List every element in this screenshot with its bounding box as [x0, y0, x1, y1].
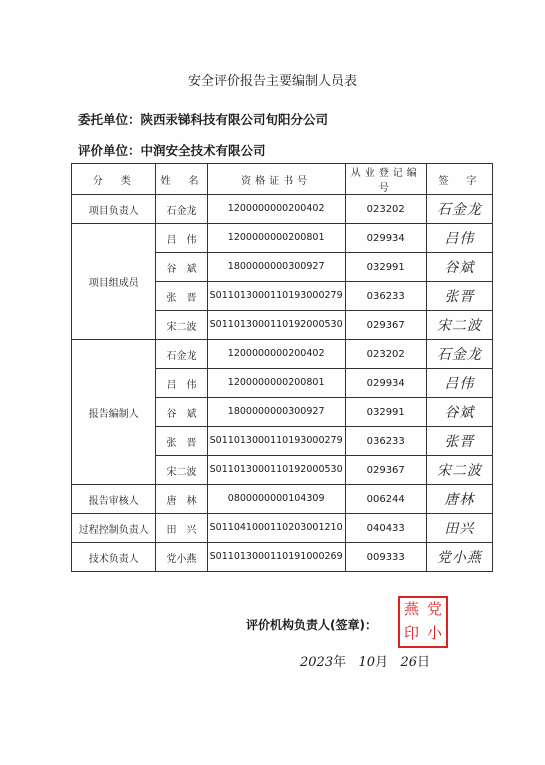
staff-name: 张 晋 — [156, 427, 207, 456]
seal-char: 燕 — [403, 600, 419, 618]
reg-number: 036233 — [345, 282, 426, 311]
reg-number: 032991 — [345, 253, 426, 282]
date-year: 2023 — [300, 655, 334, 670]
header-category: 分 类 — [72, 164, 156, 195]
staff-name: 田 兴 — [156, 514, 207, 543]
table-row — [72, 485, 493, 514]
cert-number: S011013000110191000269 — [207, 543, 345, 572]
staff-name: 党小燕 — [156, 543, 207, 572]
signing-date — [300, 651, 430, 670]
staff-name: 唐 林 — [156, 485, 207, 514]
staff-name: 谷 斌 — [156, 253, 207, 282]
staff-name: 宋二波 — [156, 456, 207, 485]
group-label: 技术负责人 — [72, 543, 156, 572]
red-seal-stamp — [398, 596, 448, 648]
reg-number: 036233 — [345, 427, 426, 456]
table-row — [72, 224, 493, 253]
signature: 党小燕 — [426, 543, 492, 572]
date-day-unit: 日 — [417, 655, 431, 670]
table-row — [72, 340, 493, 369]
reg-number: 040433 — [345, 514, 426, 543]
evaluator-line: 评价单位：中润安全技术有限公司 — [78, 143, 266, 158]
cert-number: S011041000110203001210 — [207, 514, 345, 543]
group-label: 报告审核人 — [72, 485, 156, 514]
signature: 宋二波 — [426, 456, 492, 485]
seal-char: 印 — [403, 624, 419, 642]
cert-number: 1200000000200402 — [207, 340, 345, 369]
reg-number: 009333 — [345, 543, 426, 572]
staff-name: 张 晋 — [156, 282, 207, 311]
staff-name: 吕 伟 — [156, 369, 207, 398]
group-label: 项目负责人 — [72, 195, 156, 224]
signature: 谷斌 — [426, 398, 492, 427]
cert-number: 1200000000200801 — [207, 369, 345, 398]
staff-name: 石金龙 — [156, 340, 207, 369]
signature: 石金龙 — [426, 340, 492, 369]
table-row — [72, 195, 493, 224]
signature: 吕伟 — [426, 369, 492, 398]
table-row — [72, 514, 493, 543]
date-day: 26 — [400, 655, 418, 670]
reg-number: 029367 — [345, 311, 426, 340]
signature: 宋二波 — [426, 311, 492, 340]
reg-number: 023202 — [345, 195, 426, 224]
staff-name: 石金龙 — [156, 195, 207, 224]
cert-number: 1200000000200402 — [207, 195, 345, 224]
header-row — [72, 164, 493, 195]
cert-number: 1800000000300927 — [207, 398, 345, 427]
seal-char: 小 — [426, 624, 442, 642]
signature: 张晋 — [426, 427, 492, 456]
date-month: 10 — [358, 655, 376, 670]
signature: 唐林 — [426, 485, 492, 514]
date-year-unit: 年 — [333, 655, 347, 670]
header-reg: 从业登记编号 — [345, 164, 426, 195]
header-name: 姓 名 — [156, 164, 207, 195]
table-row — [72, 543, 493, 572]
header-signature: 签 字 — [426, 164, 492, 195]
cert-number: S011013000110193000279 — [207, 282, 345, 311]
client-line: 委托单位：陕西汞锑科技有限公司旬阳分公司 — [78, 112, 329, 127]
cert-number: 0800000000104309 — [207, 485, 345, 514]
reg-number: 032991 — [345, 398, 426, 427]
signature: 谷斌 — [426, 253, 492, 282]
signature: 田兴 — [426, 514, 492, 543]
cert-number: 1200000000200801 — [207, 224, 345, 253]
cert-number: S011013000110192000530 — [207, 456, 345, 485]
group-label: 报告编制人 — [72, 340, 156, 485]
reg-number: 029934 — [345, 369, 426, 398]
signature: 吕伟 — [426, 224, 492, 253]
reg-number: 006244 — [345, 485, 426, 514]
signature: 石金龙 — [426, 195, 492, 224]
cert-number: S011013000110192000530 — [207, 311, 345, 340]
seal-char: 党 — [426, 600, 442, 618]
group-label: 项目组成员 — [72, 224, 156, 340]
signature: 张晋 — [426, 282, 492, 311]
staff-table — [71, 163, 493, 572]
staff-name: 宋二波 — [156, 311, 207, 340]
staff-name: 谷 斌 — [156, 398, 207, 427]
cert-number: S011013000110193000279 — [207, 427, 345, 456]
reg-number: 023202 — [345, 340, 426, 369]
group-label: 过程控制负责人 — [72, 514, 156, 543]
reg-number: 029367 — [345, 456, 426, 485]
document-title: 安全评价报告主要编制人员表 — [187, 74, 357, 89]
staff-name: 吕 伟 — [156, 224, 207, 253]
responsible-label: 评价机构负责人(签章)： — [246, 618, 377, 632]
cert-number: 1800000000300927 — [207, 253, 345, 282]
date-month-unit: 月 — [375, 655, 389, 670]
header-cert: 资格证书号 — [207, 164, 345, 195]
reg-number: 029934 — [345, 224, 426, 253]
